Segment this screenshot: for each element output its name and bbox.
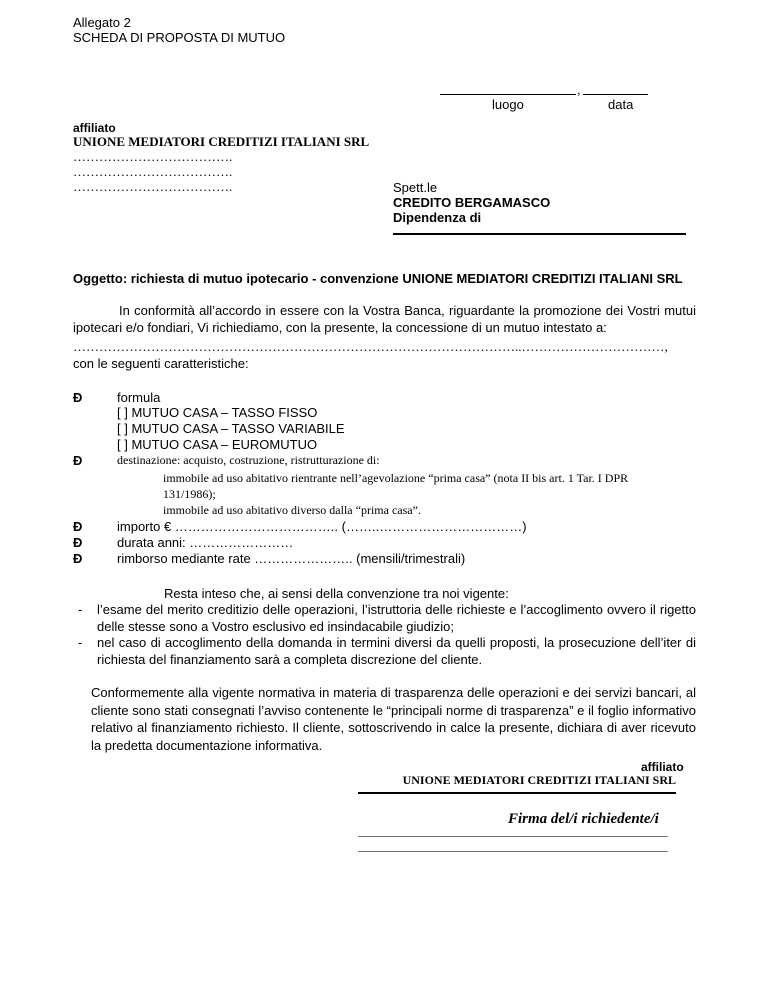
attachment-label: Allegato 2: [73, 15, 131, 30]
condition-discretion: nel caso di accoglimento della domanda in termini diversi da quelli proposti, la prosecuzione dell’iter di richiesta del finanziamento sarà a completa discrezione del cliente.: [97, 635, 696, 667]
loan-amount: importo € ……………………………….. (……..……………………………): [117, 519, 527, 534]
signature-affiliato-name: UNIONE MEDIATORI CREDITIZI ITALIANI SRL: [402, 773, 676, 787]
destination-other-home: immobile ad uso abitativo diverso dalla “prima casa”.: [163, 503, 421, 517]
loan-repayment: rimborso mediante rate ………………….. (mensili/trimestrali): [117, 551, 466, 566]
transparency-paragraph: Conformemente alla vigente normativa in materia di trasparenza delle operazioni e dei servizi bancari, al cliente sono stati consegnati l’avviso contenente le “principali norme di trasparenza” e il foglio informativo relativo al finanziamento richiesto. Il cliente, sottoscrivendo in calce la presente, dichiara di aver ricevuto la predetta documentazione informativa.: [91, 685, 696, 753]
applicant-signature-label: Firma del/i richiedente/i: [508, 811, 659, 827]
destination-label: destinazione: acquisto, costruzione, ristrutturazione di:: [117, 453, 380, 467]
recipient-bank: CREDITO BERGAMASCO: [393, 195, 551, 210]
applicant-signature-line-2: [358, 851, 668, 852]
features-intro: con le seguenti caratteristiche:: [73, 356, 249, 371]
applicant-signature-line-1: [358, 836, 668, 837]
recipient-salutation: Spett.le: [393, 180, 438, 195]
sender-line-2: ……………………………….: [73, 164, 233, 179]
subject: Oggetto: richiesta di mutuo ipotecario - convenzione UNIONE MEDIATORI CREDITIZI ITALIANI SRL: [73, 271, 683, 286]
loan-duration: durata anni: ……………………: [117, 535, 294, 550]
date-label: data: [608, 97, 634, 112]
form-title: SCHEDA DI PROPOSTA DI MUTUO: [73, 30, 286, 45]
place-line: [440, 94, 576, 95]
formula-option-euromutuo: [ ] MUTUO CASA – EUROMUTUO: [117, 437, 318, 452]
recipient-branch: Dipendenza di: [393, 210, 482, 225]
condition-merit: l’esame del merito creditizio delle operazioni, l’istruttoria delle richieste e l’accoglimento ovvero il rigetto delle stesse sono a Vostro esclusivo ed insindacabile giudizio;: [97, 602, 696, 634]
affiliato-signature-line: [358, 792, 676, 794]
formula-option-fixed: [ ] MUTUO CASA – TASSO FISSO: [117, 405, 318, 420]
arrow-icon: Ð: [73, 551, 83, 566]
destination-first-home-cont: 131/1986);: [163, 487, 216, 501]
bullet-dash: -: [78, 635, 83, 650]
formula-option-variable: [ ] MUTUO CASA – TASSO VARIABILE: [117, 421, 345, 436]
arrow-icon: Ð: [73, 390, 83, 405]
arrow-icon: Ð: [73, 535, 83, 550]
conditions-intro: Resta inteso che, ai sensi della convenzione tra noi vigente:: [164, 586, 509, 601]
sender-line-3: ……………………………….: [73, 179, 233, 194]
bullet-dash: -: [78, 602, 83, 617]
arrow-icon: Ð: [73, 519, 83, 534]
formula-label: formula: [117, 390, 161, 405]
sender-name: UNIONE MEDIATORI CREDITIZI ITALIANI SRL: [73, 134, 370, 149]
intro-paragraph: In conformità all’accordo in essere con la Vostra Banca, riguardante la promozione dei Vostri mutui ipotecari e/o fondiari, Vi richiediamo, con la presente, la concessione di un mutuo intestato a:: [73, 303, 696, 335]
signature-affiliato-label: affiliato: [641, 760, 684, 774]
borrower-name-dots: …………………………………………………………………………………………..……………………………,: [73, 339, 668, 354]
sender-line-1: ……………………………….: [73, 149, 233, 164]
place-date-separator: ,: [577, 82, 581, 97]
date-line: [583, 94, 648, 95]
arrow-icon: Ð: [73, 453, 83, 468]
destination-first-home: immobile ad uso abitativo rientrante nell’agevolazione “prima casa” (nota II bis art. 1 Tar. I DPR: [163, 471, 629, 485]
sender-label: affiliato: [73, 121, 116, 135]
branch-line: [393, 233, 686, 235]
place-label: luogo: [492, 97, 524, 112]
